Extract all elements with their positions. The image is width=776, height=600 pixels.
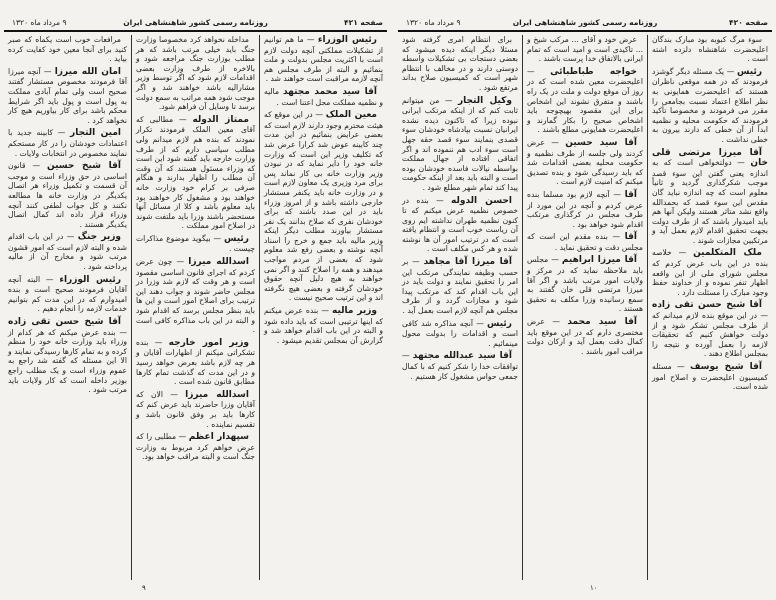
speech-paragraph <box>8 35 127 64</box>
speech-text: — آنچه مذاکره شد کافی است و اقدامات را بدولت محول مینمائیم . <box>402 318 518 348</box>
speech-text: سوء مرگ کبوبه بود مبارک بندگان اعلیحضرت شاهنشاه دلزده اشته است . <box>652 35 768 64</box>
speech-paragraph <box>8 232 127 271</box>
speech-text: — قانون اساسی در حق وزراء است و موجب آن قسمت و تکمیل وزراء هر اتصال یکدیگر در وزارت خانه ها مطالعه نکنند و کل جواب لطفی کنند آنچه وزراء قرار داده اند کمال اتصال یکدیگر هستند . <box>8 161 127 229</box>
speech-paragraph <box>527 67 643 135</box>
speaker-name: ملک المتکلمین <box>693 248 762 259</box>
speech-text: — الان که آقایان وزرا حاضرند باید عرض کنم که کارها باید بر وفق قانون باشد و تقسیم نماینده . <box>136 389 255 429</box>
issue-date: ۹ مرداد ماه ۱۳۲۰ <box>12 18 67 27</box>
text-column <box>132 35 260 580</box>
speech-text: — عرض مختصری دارم که در این موقع باید کمال دقت بعمل آید و ارکان دولت مراقب امور باشند . <box>527 317 643 356</box>
page-footer-number: ۹ <box>142 584 146 592</box>
text-column <box>4 35 132 580</box>
speaker-name: وزیر امور خارجه <box>168 337 249 348</box>
speaker-name: وزیر مالیه <box>332 306 377 317</box>
speaker-name: رئیس الوزراء <box>317 35 377 45</box>
speech-text: — آنچه لازم بود مسلما بنده عرض کردم و آنچه در این مورد از طرف مجلس در کرگذاری مرتکب اقدام شود خواهد بود . <box>527 189 643 229</box>
speech-text: — بنده تشکراتی میکنم از اظهارات آقایان و هر چه لازم باشد بعرض خواهد رسید و در این مدت که گذشت تمام کارها مطابق قانون شده است . <box>136 337 255 387</box>
speaker-name: آقا شیخ حسن تقی زاده <box>652 300 762 311</box>
speaker-name: آقا شیخ یوسف <box>689 362 762 372</box>
speech-text: — یک مسئله دیگر گوشزد فرمودند که در همه موقعی ناظران هستند که اعلیحضرت همایونی به نظر اطلاع اعتماد نسبت بجامعی را مقرر می فرمودند و مخصوصا تأکید فرمودند که حکومت محلیه و نظمیه ابداً از آن خطی که دارند بیرون به خطی نداشت . <box>652 66 768 144</box>
speech-paragraph <box>136 234 255 254</box>
speech-paragraph <box>8 275 127 314</box>
speech-text: — کابینه جدید با اعتمادات خودشان را در کار مستحکم نمایند مخصوص در انتخابات ولایات . <box>8 128 127 158</box>
newspaper-page-left <box>4 0 387 600</box>
speaker-name: آقا میرزا آقا مجاهد <box>423 257 513 268</box>
speech-paragraph <box>652 67 768 145</box>
speech-paragraph <box>8 161 127 229</box>
speaker-name: آقا سید حسین <box>565 137 637 148</box>
speech-paragraph <box>527 35 643 64</box>
page-number: صفحه ۴۲۰ <box>729 18 768 27</box>
speech-paragraph <box>527 232 643 252</box>
speech-text: — مطلبی را که عرض خواهم کرد مربوط به وزارت جنگ است و البته مراقب خواهد بود. <box>136 432 255 462</box>
speech-paragraph <box>402 96 518 193</box>
speaker-name: آقا سید محمد مجتهد <box>282 86 377 97</box>
speech-paragraph <box>527 190 643 229</box>
newspaper-title: روزنامه رسمی کشور شاهنشاهی ایران <box>123 18 268 27</box>
speaker-name: وکیل التجار <box>457 95 512 106</box>
speech-paragraph <box>652 248 768 297</box>
speech-paragraph <box>652 300 768 359</box>
speaker-name: رئیس <box>737 66 763 77</box>
speaker-name: امین التجار <box>70 128 121 139</box>
text-column <box>398 35 523 580</box>
speaker-name: رئیس <box>224 233 249 244</box>
speech-paragraph <box>652 362 768 392</box>
page-header <box>4 18 387 30</box>
speech-paragraph <box>136 390 255 429</box>
speech-text: — دولتخواهی است که به اندازه یعنی گفتن این سوء قصد موجب شکرگذاری گردید و ثانیاً معلوم است که چه اندازه نباید گان مقدس این سوء قصد که بحمدالله واقع نشد متاثر هستند ولیکن آنها هم باید امیدوار باشند که از طرف دولت بجهت تحقیق اقدام لازم بعمل آید و مرتکبین مجازات شوند . <box>652 158 768 245</box>
speech-text: — در این باب اقدام شده و البته لازم است که امور قشون مرتب شود و مخارج آن از مالیه پرداخته شود . <box>8 232 127 272</box>
speech-paragraph <box>402 351 518 381</box>
speech-paragraph <box>8 317 127 395</box>
speaker-name: اسدالله میرزا <box>188 257 249 268</box>
speaker-name: معین الملک <box>325 110 377 121</box>
speech-paragraph <box>652 148 768 246</box>
speech-paragraph <box>527 138 643 187</box>
speaker-name: احسن الدوله <box>451 195 513 206</box>
newspaper-page-right <box>398 0 772 600</box>
columns <box>398 35 772 580</box>
speech-text: مرافعات خوب است یکماه که صبر کنید برای آنجا معین خود کفایت کرده بیاید . <box>8 35 127 64</box>
speech-paragraph <box>527 255 643 314</box>
speech-paragraph <box>136 338 255 387</box>
speech-text: — ما هم توانیم از تشکیلات مملکتی آنچه دولت لازم است با اکثریت مجلس بدولت و ملت بنمائیم و البته از طرف مجلس هم آنچه لازمه مراقبت است خواهند شد . <box>264 35 383 84</box>
speech-text: برای انتظام امری گرفته شود مسئلا دیگر اینکه دیده میشود که بعضی دستجات بی تشکیلات واسطه دوستی دارند و در مخالف با انتظام شهر است که کمیسیون صلاح بداند مرتفع شود . <box>402 35 518 92</box>
speaker-name: آقا میرزا ابراهیم <box>561 255 637 266</box>
speech-text: عرض خود و آقای ... مرکب شیخ و ... تاکیدی است و امید است که تمام ایرانی بالاتفاق خدا پرست باشند . <box>527 35 643 64</box>
text-column <box>260 35 387 580</box>
speech-text: — بنده در خصوص نظمیه عرض میکنم که تا کنون نظمیه طهران نداشته ایم روی آن ریاست خوب است و انتظام یافته است که در ترتیب امور آن ها نوشته شده و هر کس مکلف است . <box>402 195 518 254</box>
speech-paragraph <box>264 35 383 84</box>
speech-text: — من میتوانم ثابت کنم که از اینکه مرتکب ایرانی نبوده زیرا که تاکنون دیده نشده ایرانیان نسبت بپادشاه خودشان سوء قصدی بنمایند سوء قصد حقه جهل است سوء ادب هم ننموده اند و اگر اتفاقی افتاده از جهال مملکت بواسطه نیالات فاسده خودشان بوده است و البته باید بعد از اینکه حکومت پیدا کند تمام شهر مطلع شود . <box>402 95 518 192</box>
speech-paragraph <box>402 35 518 93</box>
speech-text: — بیگوید موضوع مذاکرات چیست . <box>136 233 255 254</box>
speaker-name: آقا سید محمد <box>567 317 637 328</box>
speech-paragraph <box>527 317 643 356</box>
columns <box>4 35 387 580</box>
speech-text: — بنده عرض میکنم که هر کدام از وزراء باید وزارت خانه خود را منظم کرده و به تمام کارها رسیدگی نمایند و الا این مسئله که گفته شد راجع به عموم وزراء است و یک مطلب راجع بوزیر داخله است که کار ولایات باید مرتب شود . <box>8 327 127 395</box>
speech-paragraph <box>264 110 383 303</box>
speech-text: — در این موقع که هیئت محترم وجود دارند لازم است که بعضی عرایض بنمائیم در این مدت چند کابینه عوض شد کرارا عرض شد که تکلیف وزیر این است که وزارت خانه خود را دایر نماید که در نبودن وزیر وزارت خانه بی کار نماند پس برای مرد وزیری یک معاون لازم است و در وزارت خانه باید یکنفر مستشار خارجی داشته باشد و از امروز وزراء باید در این صدد باشند که برای خودشان نفری که صلاح بدانند یک نفر مستشار بیاورند مطلب دیگر اینکه وزیر مالیه باید جمع و خرج را اسناد آنچه نوشته و بعضی رفع شد معلوم شود که بعضی از مردم مواجب میدهند و همه را اصلاح کنند و اگر نمی خواهند به هیچ دلیل آنچه حقوق خودشان گرفته و بعضی هیچ نگرفته اند و این ترتیب صحیح نیست . <box>264 110 383 303</box>
page-number: صفحه ۴۲۱ <box>344 18 383 27</box>
speaker-name: رئیس الوزراء <box>59 274 121 285</box>
speech-text: — بر حسب وظیفه نمایندگی مرتکب این امر را تحقیق نمایند و دولت باید در این باب اقدام کند که مرتکب پیدا شود و مجازات گردد و از طرف مجلس هم آنچه لازم است بعمل آید . <box>402 257 518 316</box>
speech-text: مداخله نخواهد کرد مخصوصا وزارت جنگ باید خیلی مرتب باشد که هر مطلب بوزارت جنگ مراجعه شود و بالاخره از طرف وزارت بعضی اقدامات لازم شود که اگر توسط وزیر مشارالیه باشد خواهند شد و اگر موجب شود همه مراتب به سمع دولت برسد تا وسایل آن فراهم شود. <box>136 35 255 112</box>
speech-text: — اعلیحضرت معین شده است که در روز آن موقع دولت و ملت در یک راه باشند و متفرق نشوند این اشخاص برای این مقصود بهیچوجه باید اشخاص صحیح را بکار گمارند و اعلیحضرت همایونی مطلع باشند . <box>527 66 643 135</box>
speech-text: مالیه و نظمیه مملکت محل اعتنا است . <box>264 86 383 107</box>
speech-paragraph <box>136 432 255 462</box>
speaker-name: آقا میرزا مرتضی قلی خان <box>652 147 768 169</box>
speaker-name: آقا شیخ حسین <box>46 161 121 172</box>
speech-text: — بنده عرض میکنم که اینها ترتیبی است که باید داده شود و البته در این باب اقدام خواهد شد و گزارش آن بمجلس تقدیم میشود . <box>264 306 383 345</box>
speaker-name: امان الله میرزا <box>54 66 121 77</box>
header-rule <box>398 30 772 32</box>
speech-text: — مجلس باید ملاحظه نماید که در مرکز و ولایات امور مرتب باشد و اگر آقا میرزا مرتضی قلی خان گفتند به سمع رسانیده وزرا مکلف به تحقیق هستند . <box>527 255 643 314</box>
text-column <box>648 35 772 580</box>
speaker-name: آقا شیخ حسن تقی زاده <box>8 317 121 328</box>
speech-text: — چون عرض کردم که اجرای قانون اساسی مقصود است و هر وقت که لازم شد وزرا در مجلس حاضر شوند و جواب دهند این ترتیب برای اصلاح امور است و این ها باید بنظر مجلس برسد که اقدام شود و البته در این باب مذاکره کافی است . <box>136 257 255 335</box>
speech-paragraph <box>136 257 255 335</box>
speech-text: — در این موقع بنده لازم میدانم که از طرف مجلس تشکر شود و از دولت خواهش کنیم که تحقیقات لازمه را بعمل آورده و نتیجه را بمجلس اطلاع دهند . <box>652 311 768 359</box>
speech-paragraph <box>402 319 518 349</box>
speaker-name: وزیر جنگ <box>77 232 121 243</box>
speech-paragraph <box>8 67 127 126</box>
speaker-name: آقا سید عبدالله مجتهد <box>412 351 512 362</box>
issue-date: ۹ مرداد ماه ۱۳۲۰ <box>406 18 461 27</box>
speech-text: — مسئله کمیسیون اعلیحضرت و اصلاح امور شده است. <box>652 362 768 392</box>
speech-paragraph <box>652 35 768 64</box>
speaker-name: ممتاز الدوله <box>192 114 249 125</box>
speaker-name: خواجه طباطبائی <box>550 66 637 77</box>
newspaper-title: روزنامه رسمی کشور شاهنشاهی ایران <box>512 18 658 27</box>
speech-paragraph <box>8 128 127 158</box>
speech-text: — خلاصه بنده در این باب عرض کردم که مجلس شورای ملی از این واقعه اظهار تنفر نموده و از خداوند حفظ وجود مبارک را مسئلت دارد . <box>652 248 768 297</box>
speech-paragraph <box>264 87 383 107</box>
speech-text: — البته آنچه آقایان فرمودند صحیح است و بنده امیدوارم که در این مدت کم بتوانیم خدمات لازمه را انجام دهیم . <box>8 274 127 314</box>
speech-text: — توافقات خدا را شکر کنیم که با کمال جمعی حواس مشغول کار هستیم . <box>402 351 518 381</box>
speech-text: — مطالبی که آقای معین الملک فرمودند تکرار نمودند که بنده هم لازم میدانم ولی مطلب سیاسی دارم که از طرف وزارت خارجه باید گفته شود این است که وزراء مسئول هستند که آن وقت آن مطلب را اظهار بدارند و هنگام صرفی بر کرام خود وزارت خانه خواهند بود و مشغول کار خواهند بود باید معلوم باشد و کلا از مسائل آنها مستحضر باشند وزرا باید ملتفت شوند در اصلاح امور مملکت . <box>136 114 255 231</box>
text-column <box>523 35 648 580</box>
page-footer-number: ۱۰ <box>590 584 598 592</box>
speech-text: — عرض کردند ولی جلسه از طرف نظمیه و حکومت محلیه بعضی اقدامات شد که باید رسیدگی شود و بنده تصدیق میکنم که امنیت لازم است . <box>527 137 643 187</box>
speech-paragraph <box>402 257 518 316</box>
speaker-name: آقا <box>624 189 637 200</box>
header-rule <box>4 30 387 32</box>
speaker-name: رئیس <box>487 318 512 329</box>
speaker-name: سپهدار اعظم <box>188 432 249 443</box>
speaker-name: آقا <box>624 232 637 243</box>
speech-paragraph <box>402 196 518 255</box>
speech-paragraph <box>264 306 383 345</box>
speech-paragraph <box>136 115 255 231</box>
speaker-name: اسدالله میرزا <box>185 389 249 400</box>
page-header <box>398 18 772 30</box>
speech-text: — آنچه میرزا آقا فرمودند مخصوص مستشار گفتند صحیح است ولی تمام آبادی مملکت به پول است و پول باید اگر شرایط محکم باشد برای کار بیاوریم هیچ کار نخواهد کرد . <box>8 66 127 125</box>
speech-paragraph <box>136 35 255 112</box>
speech-text: — بنده مقدم این است که مجلس دقت و تحقیق نماید . <box>527 232 643 252</box>
